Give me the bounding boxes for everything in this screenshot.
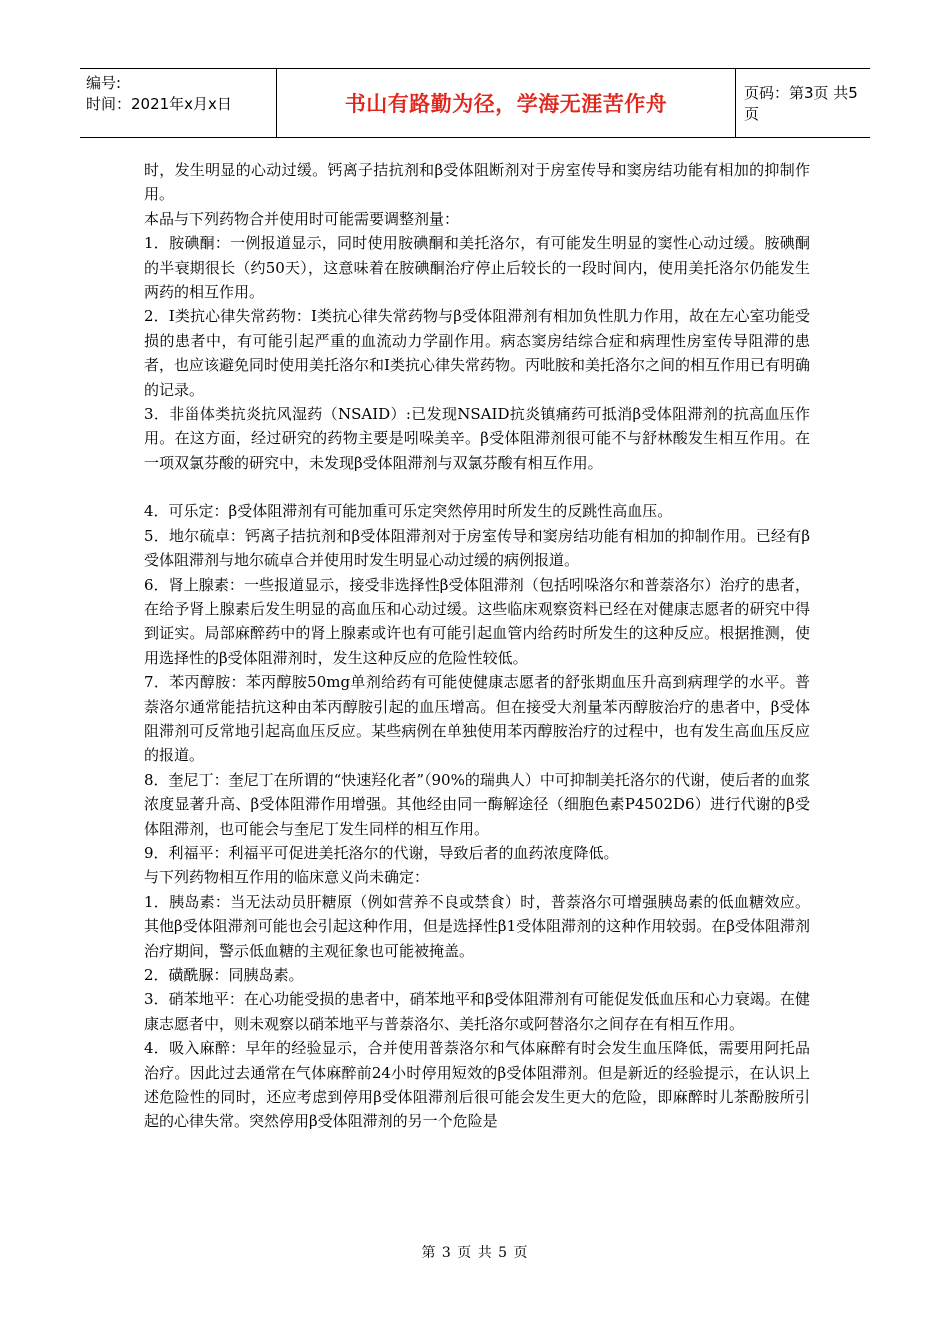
paragraph: 与下列药物相互作用的临床意义尚未确定： [144,868,430,887]
document-date: 时间：2021年x月x日 [86,95,232,113]
header-meta [80,69,276,137]
paragraph: 8．奎尼丁：奎尼丁在所谓的“快速羟化者”（90%的瑞典人）中可抑制美托洛尔的代谢，使后者的血浆浓度显著升高、β受体阻滞作用增强。其他经由同一酶解途径（细胞色素P4502D6）进行代谢的β受体阻滞剂，也可能会与奎尼丁发生同样的相互作用。 [144,770,810,838]
paragraph: 2．磺酰脲：同胰岛素。 [144,966,304,984]
paragraph: 5．地尔硫卓：钙离子拮抗剂和β受体阻滞剂对于房室传导和窦房结功能有相加的抑制作用。已经有β受体阻滞剂与地尔硫卓合并使用时发生明显心动过缓的病例报道。 [144,526,810,570]
paragraph: 7．苯丙醇胺：苯丙醇胺50mg单剂给药有可能使健康志愿者的舒张期血压升高到病理学的水平。普萘洛尔通常能拮抗这种由苯丙醇胺引起的血压增高。但在接受大剂量苯丙醇胺治疗的患者中，β受体阻滞剂可反常地引起高血压反应。某些病例在单独使用苯丙醇胺治疗的过程中，也有发生高血压反应的报道。 [144,673,810,765]
header-page-info: 页码：第3页 共5页 [744,84,858,123]
paragraph: 3．硝苯地平：在心功能受损的患者中，硝苯地平和β受体阻滞剂有可能促发低血压和心力衰竭。在健康志愿者中，则未观察以硝苯地平与普萘洛尔、美托洛尔或阿替洛尔之间存在有相互作用。 [144,990,810,1033]
paragraph: 1．胰岛素：当无法动员肝糖原（例如营养不良或禁食）时，普萘洛尔可增强胰岛素的低血糖效应。其他β受体阻滞剂可能也会引起这种作用，但是选择性β1受体阻滞剂的这种作用较弱。在β受体阻滞剂治疗期间，警示低血糖的主观征象也可能被掩盖。 [144,892,810,960]
paragraph: 3．非甾体类抗炎抗风湿药（NSAID）:已发现NSAID抗炎镇痛药可抵消β受体阻滞剂的抗高血压作用。在这方面，经过研究的药物主要是吲哚美辛。β受体阻滞剂很可能不与舒林酸发生相互作用。在一项双氯芬酸的研究中，未发现β受体阻滞剂与双氯芬酸有相互作用。 [144,405,810,472]
paragraph: 2．Ⅰ类抗心律失常药物：Ⅰ类抗心律失常药物与β受体阻滞剂有相加负性肌力作用，故在左心室功能受损的患者中，有可能引起严重的血流动力学副作用。病态窦房结综合症和病理性房室传导阻滞的患者，也应该避免同时使用美托洛尔和Ⅰ类抗心律失常药物。丙吡胺和美托洛尔之间的相互作用已有明确的记录。 [144,307,810,399]
paragraph: 本品与下列药物合并使用时可能需要调整剂量： [144,209,460,228]
paragraph: 时，发生明显的心动过缓。钙离子拮抗剂和β受体阻断剂对于房室传导和窦房结功能有相加的抑制作用。 [144,161,810,204]
page-footer: 第 3 页 共 5 页 [421,1245,529,1261]
header-motto: 书山有路勤为径，学海无涯苦作舟 [344,92,668,116]
document-body [144,158,810,1134]
paragraph: 9．利福平：利福平可促进美托洛尔的代谢，导致后者的血药浓度降低。 [144,843,619,862]
paragraph: 6．肾上腺素：一些报道显示，接受非选择性β受体阻滞剂（包括吲哚洛尔和普萘洛尔）治疗的患者，在给予肾上腺素后发生明显的高血压和心动过缓。这些临床观察资料已经在对健康志愿者的研究中得到证实。局部麻醉药中的肾上腺素或许也有可能引起血管内给药时所发生的这种反应。根据推测，使用选择性的β受体阻滞剂时，发生这种反应的危险性较低。 [144,575,810,667]
page-header [80,68,870,138]
header-motto-cell [276,69,736,137]
paragraph: 4．吸入麻醉：早年的经验显示，合并使用普萘洛尔和气体麻醉有时会发生血压降低，需要用阿托品治疗。因此过去通常在气体麻醉前24小时停用短效的β受体阻滞剂。但是新近的经验提示，在认识上述危险性的同时，还应考虑到停用β受体阻滞剂后很可能会发生更大的危险，即麻醉时儿茶酚胺所引起的心律失常。突然停用β受体阻滞剂的另一个危险是 [144,1039,810,1131]
paragraph: 1．胺碘酮：一例报道显示，同时使用胺碘酮和美托洛尔，有可能发生明显的窦性心动过缓。胺碘酮的半衰期很长（约50天），这意味着在胺碘酮治疗停止后较长的一段时间内，使用美托洛尔仍能发生两药的相互作用。 [144,234,810,302]
document-number-label: 编号: [86,74,122,92]
paragraph: 4．可乐定：β受体阻滞剂有可能加重可乐定突然停用时所发生的反跳性高血压。 [144,502,673,521]
